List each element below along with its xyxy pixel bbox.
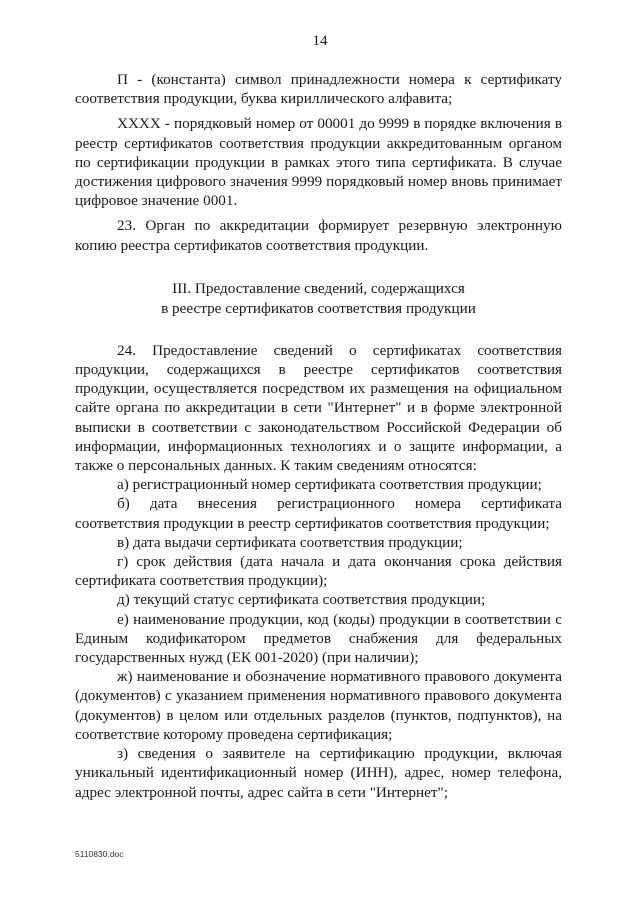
paragraph-24: 24. Предоставление сведений о сертификатах соответствия продукции, содержащихся в реестре сертификатов соответствия продукции, осуществляется посредством их размещения на официальном сайте органа по аккредитации в сети "Интернет" и в форме электронной выписки в соответствии с законодательством Российской Федерации об информации, информационных технологиях и о защите информации, а также о персональных данных. К таким сведениям относятся: bbox=[75, 341, 562, 475]
section-heading-line2: в реестре сертификатов соответствия продукции bbox=[161, 299, 476, 317]
list-item-zh: ж) наименование и обозначение нормативного правового документа (документов) с указанием применения нормативного правового документа (документов) в целом или отдельных разделов (пунктов, подпунктов), на соответствие которому проведена сертификация; bbox=[75, 668, 562, 743]
file-name-footer: 5110830.doc bbox=[75, 849, 124, 859]
list-item-d: д) текущий статус сертификата соответствия продукции; bbox=[117, 591, 486, 609]
document-body bbox=[75, 70, 562, 802]
paragraph-23: 23. Орган по аккредитации формирует резервную электронную копию реестра сертификатов соответствия продукции. bbox=[75, 217, 562, 254]
list-item-v: в) дата выдачи сертификата соответствия продукции; bbox=[117, 533, 463, 551]
paragraph-p-constant: П - (константа) символ принадлежности номера к сертификату соответствия продукции, буква кириллического алфавита; bbox=[75, 71, 562, 108]
list-item-b: б) дата внесения регистрационного номера сертификата соответствия продукции в реестр сертификатов соответствия продукции; bbox=[75, 495, 562, 532]
section-heading-line1: III. Предоставление сведений, содержащихся bbox=[172, 279, 465, 297]
paragraph-xxxx: XXXX - порядковый номер от 00001 до 9999 в порядке включения в реестр сертификатов соответствия продукции аккредитованным органом по сертификации продукции в рамках этого типа сертификата. В случае достижения цифрового значения 9999 порядковый номер вновь принимает цифровое значение 0001. bbox=[75, 115, 562, 210]
list-item-a: а) регистрационный номер сертификата соответствия продукции; bbox=[117, 476, 542, 494]
section-heading bbox=[75, 279, 562, 319]
list-item-z: з) сведения о заявителе на сертификацию продукции, включая уникальный идентификационный номер (ИНН), адрес, номер телефона, адрес электронной почты, адрес сайта в сети "Интернет"; bbox=[75, 745, 562, 801]
page-number: 14 bbox=[312, 33, 328, 49]
list-item-g: г) срок действия (дата начала и дата окончания срока действия сертификата соответствия продукции); bbox=[75, 553, 562, 590]
list-item-e: е) наименование продукции, код (коды) продукции в соответствии с Единым кодификатором предметов снабжения для федеральных государственных нужд (ЕК 001-2020) (при наличии); bbox=[75, 610, 562, 667]
